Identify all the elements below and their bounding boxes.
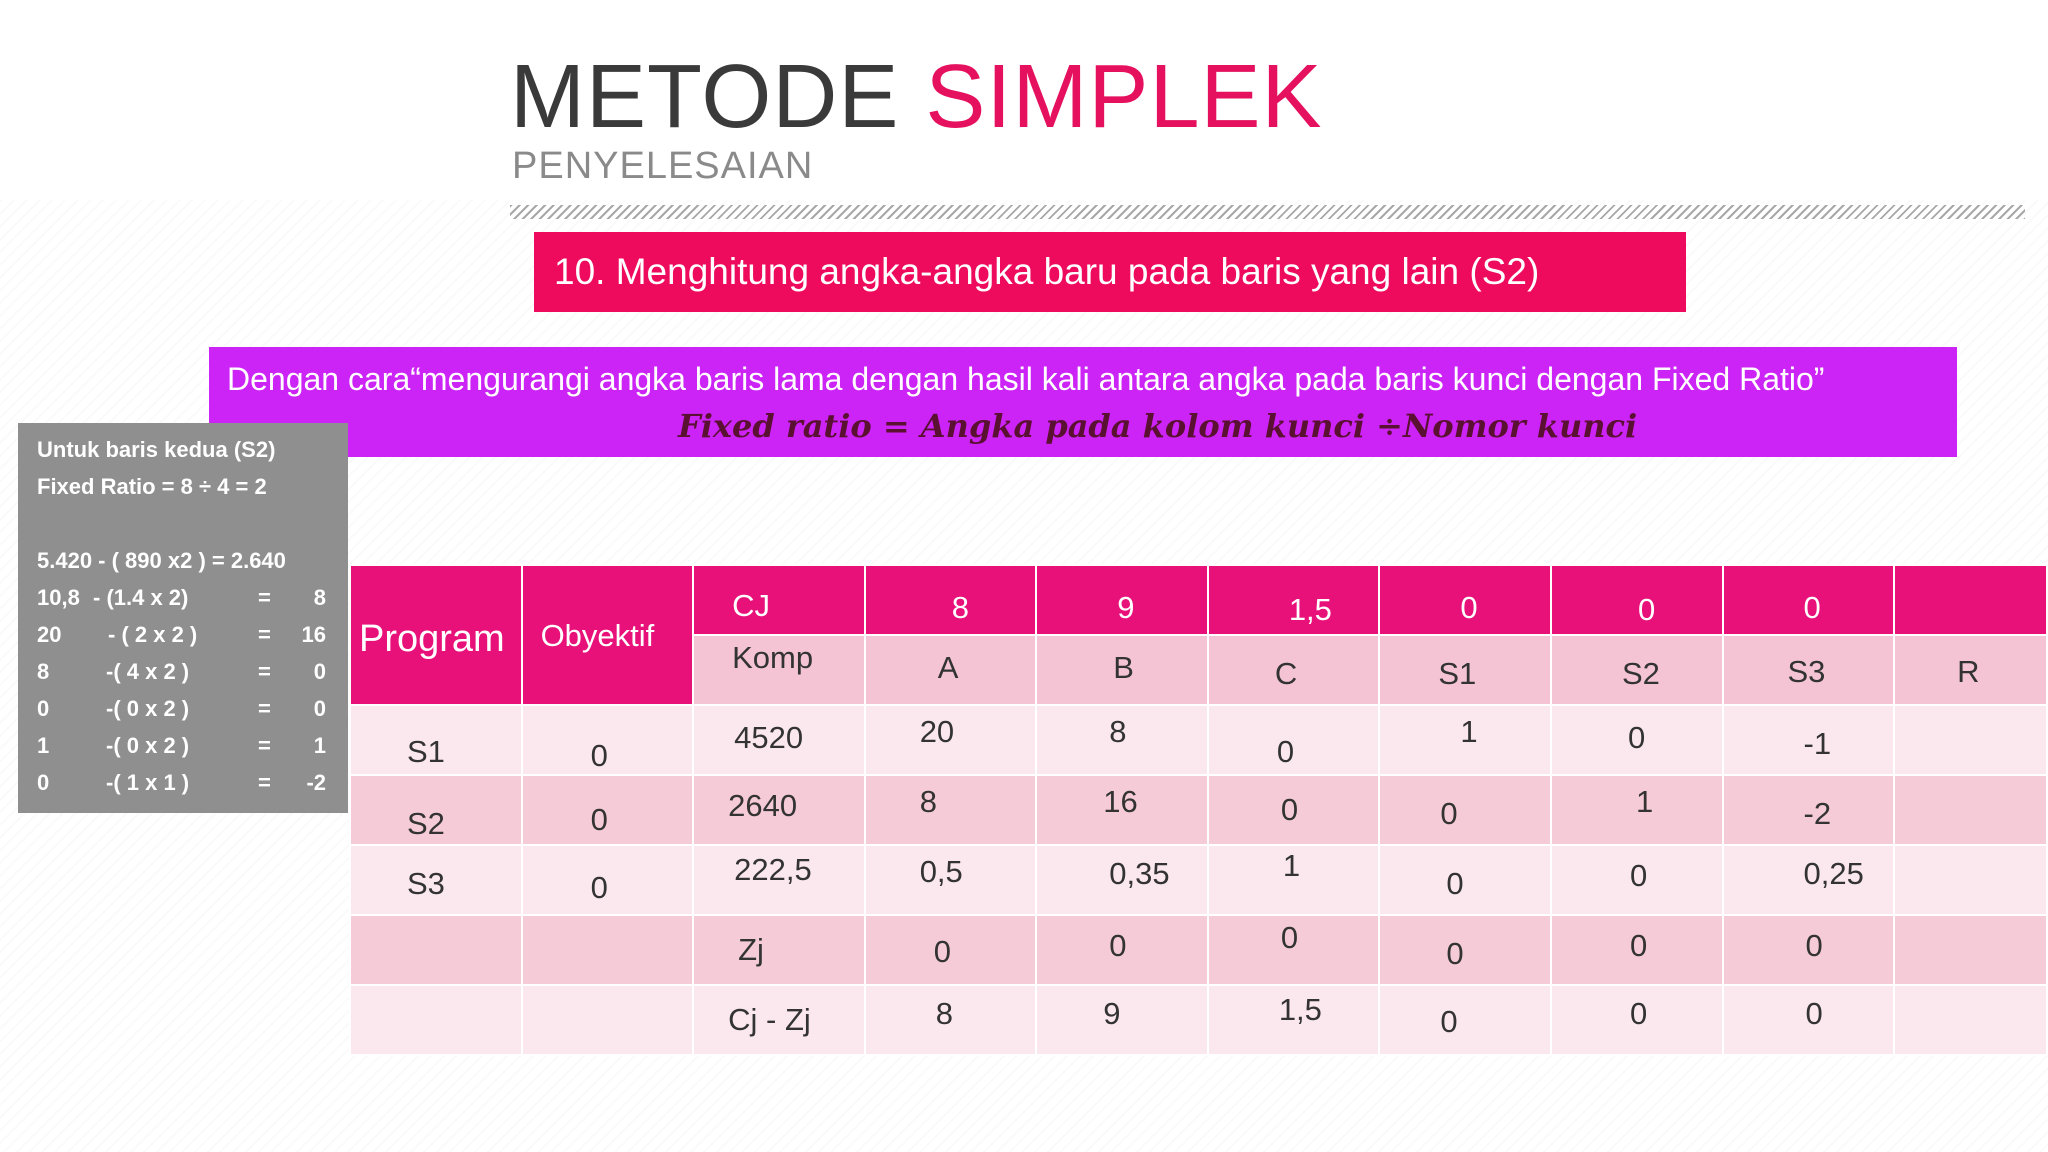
- value-c: 0: [1280, 792, 1299, 827]
- value-cell: [1379, 845, 1551, 915]
- calc-equals: =: [258, 585, 271, 610]
- cj-value-a: 8: [951, 590, 969, 625]
- title-word-metode: METODE: [510, 47, 900, 147]
- column-header-a: A: [937, 650, 959, 685]
- value-cell: [1036, 915, 1208, 985]
- calc-row: [18, 585, 348, 615]
- method-banner: [209, 347, 1957, 457]
- value-s1: 0: [1440, 1004, 1458, 1039]
- method-description: Dengan cara“mengurangi angka baris lama dengan hasil kali antara angka pada baris kunci dengan Fixed Ratio”: [227, 361, 1825, 397]
- calc-equals: =: [258, 696, 271, 721]
- title-word-simplek: SIMPLEK: [925, 47, 1323, 147]
- value-b: 9: [1103, 996, 1121, 1031]
- program-cell: [350, 775, 522, 845]
- objective-cell: [522, 775, 694, 845]
- value-c: 0: [1276, 734, 1295, 769]
- cj-value-s2: 0: [1637, 592, 1656, 627]
- objective-header-cell: [522, 565, 694, 705]
- objective-value: 0: [590, 738, 608, 773]
- calculation-box: [18, 423, 348, 813]
- calc-product: -( 0 x 2 ): [106, 733, 190, 758]
- cj-value-cell: [1036, 565, 1208, 635]
- calc-result: 16: [301, 622, 326, 647]
- value-cell: [1551, 985, 1723, 1055]
- objective-value: 0: [590, 802, 608, 837]
- value-c: 1,5: [1278, 992, 1322, 1027]
- program-cell: [350, 985, 522, 1055]
- column-header-b: B: [1113, 650, 1134, 685]
- table-row: [350, 845, 2047, 915]
- value-c: 0: [1280, 920, 1299, 955]
- komp-cell: [693, 705, 865, 775]
- value-cell: [1723, 985, 1895, 1055]
- calc-result: 8: [313, 585, 326, 610]
- value-cell: [1379, 915, 1551, 985]
- value-cell: [1723, 775, 1895, 845]
- value-b: 0: [1109, 928, 1127, 963]
- calc-heading: Untuk baris kedua (S2): [37, 437, 276, 462]
- cj-value-c: 1,5: [1288, 592, 1332, 627]
- komp-cell: [693, 775, 865, 845]
- calc-product: -( 4 x 2 ): [106, 659, 190, 684]
- value-b: 0,35: [1109, 856, 1170, 891]
- value-cell: [1551, 845, 1723, 915]
- calc-row: [18, 659, 348, 689]
- simplex-table: [349, 564, 2048, 1056]
- komp-cell: [693, 985, 865, 1055]
- calc-product: - ( 2 x 2 ): [108, 622, 198, 647]
- objective-value: 0: [590, 870, 608, 905]
- column-header-s1: S1: [1438, 656, 1477, 691]
- program-value: S1: [407, 734, 445, 769]
- calc-old-value: 0: [37, 696, 50, 721]
- calc-row: [18, 770, 348, 800]
- value-b: 16: [1103, 784, 1138, 819]
- column-header-cell: [1208, 635, 1380, 705]
- calc-equals: =: [258, 659, 271, 684]
- value-cell: [1379, 775, 1551, 845]
- value-c: 1: [1282, 848, 1301, 883]
- komp-value: 4520: [734, 720, 804, 755]
- komp-cell: [693, 915, 865, 985]
- program-cell: [350, 915, 522, 985]
- hatched-divider: [510, 205, 2025, 219]
- value-cell: [1036, 705, 1208, 775]
- value-cell: [1379, 705, 1551, 775]
- calc-fixed-ratio: Fixed Ratio = 8 ÷ 4 = 2: [37, 474, 267, 499]
- komp-header-cell: [693, 635, 865, 705]
- objective-cell: [522, 705, 694, 775]
- program-cell: [350, 845, 522, 915]
- calc-result: 0: [313, 696, 326, 721]
- value-a: 0,5: [919, 854, 963, 889]
- value-s2: 1: [1635, 784, 1654, 819]
- objective-cell: [522, 915, 694, 985]
- komp-value: 2640: [728, 788, 798, 823]
- cj-value-cell: [1379, 565, 1551, 635]
- value-cell: [865, 705, 1037, 775]
- column-header-cell: [1379, 635, 1551, 705]
- column-header-r: R: [1957, 654, 1980, 689]
- value-cell: [1551, 705, 1723, 775]
- cj-value-s1: 0: [1460, 590, 1478, 625]
- program-value: S3: [407, 866, 445, 901]
- value-b: 8: [1109, 714, 1127, 749]
- value-cell-r: [1894, 775, 2047, 845]
- cj-label-cell: [693, 565, 865, 635]
- value-s1: 0: [1440, 796, 1458, 831]
- calc-row: [18, 696, 348, 726]
- komp-value: Zj: [738, 932, 764, 967]
- calc-product: - (1.4 x 2): [93, 585, 189, 610]
- value-a: 20: [919, 714, 955, 749]
- objective-cell: [522, 985, 694, 1055]
- value-a: 0: [933, 934, 951, 969]
- value-s3: -2: [1803, 796, 1832, 831]
- komp-cell: [693, 845, 865, 915]
- value-s1: 1: [1460, 714, 1478, 749]
- objective-header: Obyektif: [540, 618, 655, 653]
- value-a: 8: [935, 996, 953, 1031]
- slide-subtitle: PENYELESAIAN: [512, 145, 814, 187]
- value-s2: 0: [1629, 928, 1648, 963]
- objective-cell: [522, 845, 694, 915]
- calc-equals: =: [258, 622, 271, 647]
- value-cell: [865, 845, 1037, 915]
- value-a: 8: [919, 784, 937, 819]
- value-s2: 0: [1627, 720, 1646, 755]
- calc-equals: =: [258, 733, 271, 758]
- value-cell: [1551, 775, 1723, 845]
- column-header-s2: S2: [1621, 656, 1660, 691]
- value-cell: [1036, 845, 1208, 915]
- calc-row: [18, 733, 348, 763]
- table-row: [350, 775, 2047, 845]
- komp-header: Komp: [732, 640, 814, 675]
- calc-equals: =: [258, 770, 271, 795]
- value-cell: [1723, 915, 1895, 985]
- slide-title: [510, 47, 1323, 147]
- value-s3: 0: [1805, 928, 1823, 963]
- column-header-cell: [1551, 635, 1723, 705]
- calc-row: [18, 622, 348, 652]
- calc-komp-line: 5.420 - ( 890 x2 ) = 2.640: [37, 548, 286, 573]
- value-cell: [1723, 845, 1895, 915]
- calc-product: -( 0 x 2 ): [106, 696, 190, 721]
- value-cell: [865, 985, 1037, 1055]
- column-header-cell: [865, 635, 1037, 705]
- calc-result: -2: [306, 770, 326, 795]
- value-cell: [865, 915, 1037, 985]
- komp-value: Cj - Zj: [728, 1002, 811, 1037]
- calc-result: 1: [313, 733, 326, 758]
- value-cell: [1379, 985, 1551, 1055]
- column-header-c: C: [1274, 656, 1298, 691]
- value-cell-r: [1894, 705, 2047, 775]
- calc-result: 0: [313, 659, 326, 684]
- column-header-s3: S3: [1787, 654, 1826, 689]
- program-header-cell: [350, 565, 522, 705]
- value-s2: 0: [1629, 996, 1648, 1031]
- value-cell: [1208, 845, 1380, 915]
- calc-product: -( 1 x 1 ): [106, 770, 190, 795]
- komp-value: 222,5: [734, 852, 812, 887]
- calc-old-value: 0: [37, 770, 50, 795]
- step-heading: 10. Menghitung angka-angka baru pada baris yang lain (S2): [534, 232, 1686, 312]
- program-cell: [350, 705, 522, 775]
- cj-value-cell-r: [1894, 565, 2047, 635]
- value-cell: [1723, 705, 1895, 775]
- table-row: [350, 985, 2047, 1055]
- program-value: S2: [407, 806, 445, 841]
- calc-old-value: 10,8: [37, 585, 80, 610]
- value-cell: [1036, 985, 1208, 1055]
- value-cell: [1551, 915, 1723, 985]
- cj-value-s3: 0: [1803, 590, 1821, 625]
- value-cell: [1208, 775, 1380, 845]
- value-cell-r: [1894, 985, 2047, 1055]
- value-cell: [1208, 985, 1380, 1055]
- value-s1: 0: [1446, 866, 1464, 901]
- column-header-cell: [1723, 635, 1895, 705]
- program-header: Program: [359, 618, 505, 660]
- value-s3: 0: [1805, 996, 1823, 1031]
- cj-label: CJ: [732, 588, 771, 623]
- fixed-ratio-formula: Fixed ratio = Angka pada kolom kunci ÷Nomor kunci: [678, 407, 1638, 445]
- value-cell: [1036, 775, 1208, 845]
- value-cell: [1208, 915, 1380, 985]
- value-cell: [865, 775, 1037, 845]
- value-s3: 0,25: [1803, 856, 1864, 891]
- value-s2: 0: [1629, 858, 1648, 893]
- column-header-cell: [1036, 635, 1208, 705]
- calc-old-value: 1: [37, 733, 50, 758]
- table-row: [350, 915, 2047, 985]
- cj-value-b: 9: [1117, 590, 1135, 625]
- column-header-cell: [1894, 635, 2047, 705]
- calc-old-value: 8: [37, 659, 50, 684]
- value-cell-r: [1894, 915, 2047, 985]
- table-row: [350, 705, 2047, 775]
- value-s3: -1: [1803, 726, 1832, 761]
- cj-value-cell: [1723, 565, 1895, 635]
- value-cell-r: [1894, 845, 2047, 915]
- cj-value-cell: [1208, 565, 1380, 635]
- value-s1: 0: [1446, 936, 1464, 971]
- cj-value-cell: [1551, 565, 1723, 635]
- value-cell: [1208, 705, 1380, 775]
- calc-old-value: 20: [37, 622, 62, 647]
- cj-row: [350, 565, 2047, 635]
- cj-value-cell: [865, 565, 1037, 635]
